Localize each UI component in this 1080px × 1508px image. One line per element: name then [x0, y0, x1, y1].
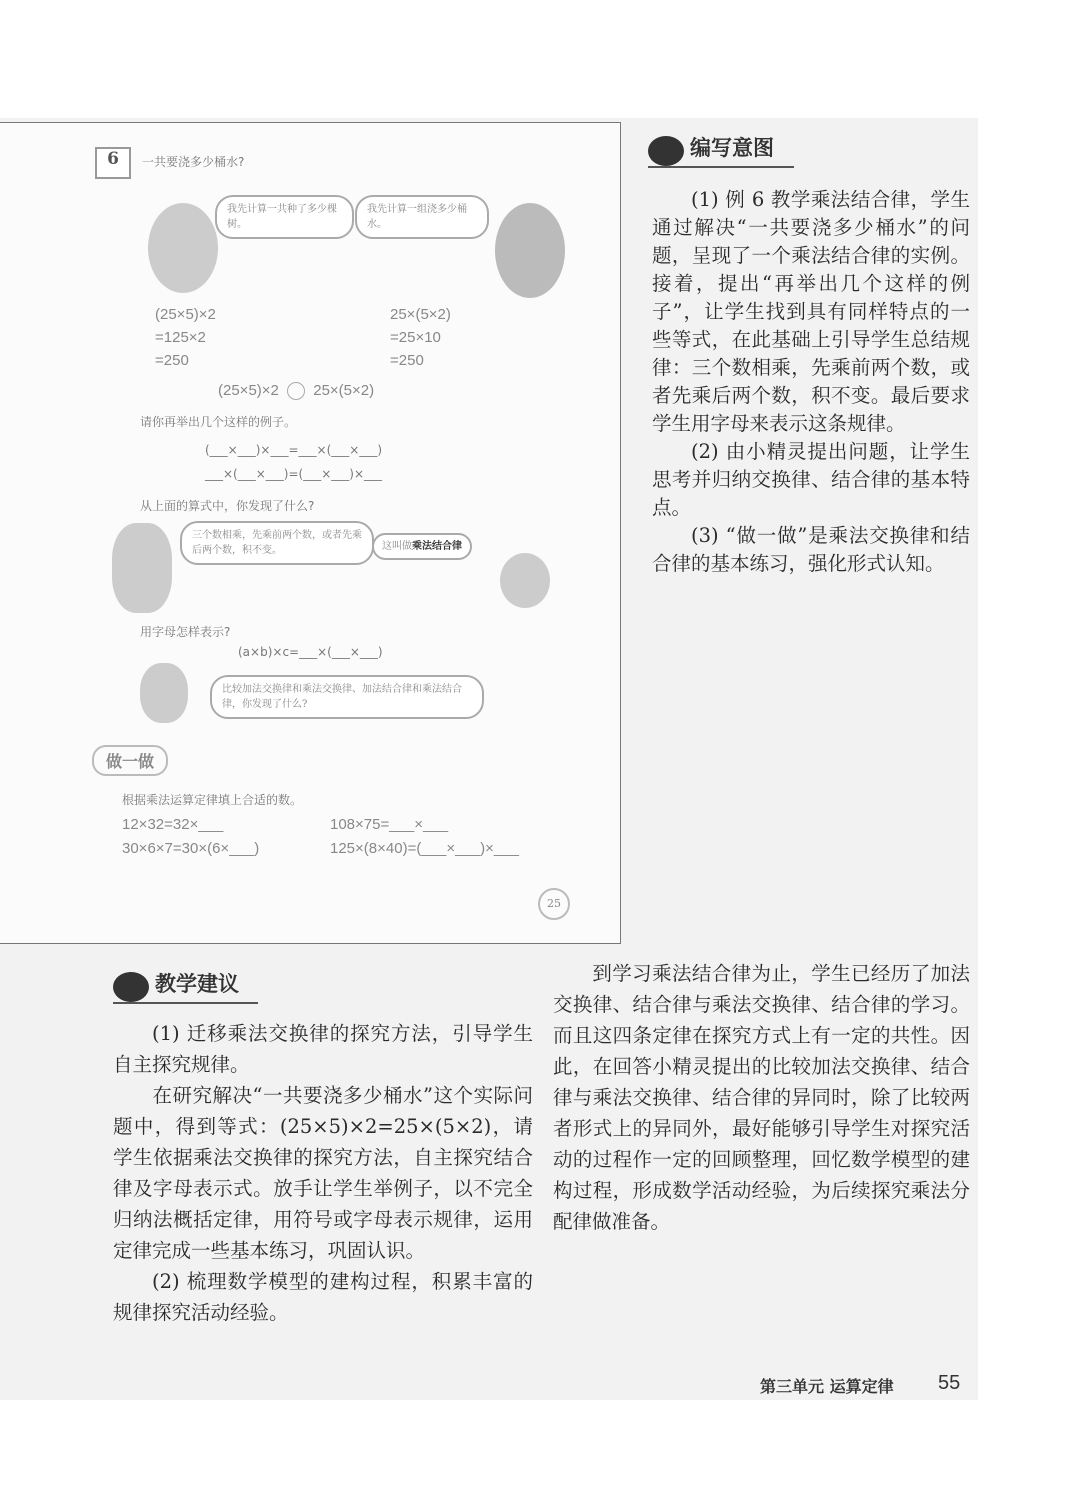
blank-equation-1: (___×___)×___=___×(___×___): [205, 443, 382, 457]
prompt-discover: 从上面的算式中，你发现了什么?: [140, 499, 315, 513]
textbook-page: [0, 122, 621, 944]
girl-illustration: [495, 203, 565, 298]
paragraph-text: 在研究解决“一共要浇多少桶水”这个实际问题中，得到等式：(25×5)×2=25×(5×2)，请学生依据乘法交换律的探究方法，自主探究结合律及字母表示式。放手让学生举例子，以不完全归纳法概括定律，用符号或字母表示规律，运用定律完成一些基本练习，巩固认识。: [113, 1084, 533, 1262]
bubble-term: 乘法结合律: [412, 541, 462, 552]
blank-equation-2: ___×(___×___)=(___×___)×___: [205, 467, 382, 481]
textbook-page-number: 25: [538, 888, 570, 920]
letter-equation: (a×b)×c=___×(___×___): [238, 645, 383, 659]
suggestion-right-column: [553, 958, 970, 1237]
prompt-letters: 用字母怎样表示?: [140, 625, 231, 639]
paragraph-text: 到学习乘法结合律为止，学生已经历了加法交换律、结合律与乘法交换律、结合律的学习。而且这四条定律在探究方式上有一定的共性。因此，在回答小精灵提出的比较加法交换律、结合律与乘法交换律、结合律的异同时，除了比较两者形式上的异同外，最好能够引导学生对探究活动的过程作一定的回顾整理，回忆数学模型的建构过程，形成数学活动经验，为后续探究乘法分配律做准备。: [553, 962, 970, 1233]
footer-page-number: 55: [938, 1372, 961, 1394]
book-icon: [648, 136, 684, 166]
boy-speech-bubble: 我先计算一共种了多少棵树。: [215, 195, 354, 239]
suggestion-header: [113, 968, 258, 1004]
calc-right: [390, 303, 451, 372]
exercise: 125×(8×40)=(___×___)×___: [330, 840, 519, 857]
intent-header: [648, 132, 794, 168]
compare-equation: [218, 379, 374, 402]
calc-line: =250: [390, 352, 424, 369]
compare-circle-blank[interactable]: [287, 382, 305, 400]
suggestion-paragraph: [113, 1266, 533, 1328]
suggestion-left-column: [113, 1018, 533, 1328]
practice-label: 做一做: [92, 745, 168, 776]
sprite2-illustration: [140, 663, 188, 723]
calc-line: =125×2: [155, 329, 206, 346]
intent-paragraph: [652, 522, 970, 578]
paragraph-text: (1) 迁移乘法交换律的探究方法，引导学生自主探究规律。: [113, 1022, 533, 1076]
paragraph-text: (3) “做一做”是乘法交换律和结合律的基本练习，强化形式认知。: [652, 524, 970, 575]
intent-paragraph: [652, 186, 970, 438]
suggestion-paragraph: [113, 1018, 533, 1080]
sprite2-speech-bubble: 比较加法交换律和乘法交换律、加法结合律和乘法结合律，你发现了什么?: [210, 675, 484, 719]
suggestion-paragraph: [553, 958, 970, 1237]
intent-paragraph: [652, 438, 970, 522]
paragraph-text: (2) 梳理数学模型的建构过程，积累丰富的规律探究活动经验。: [113, 1270, 533, 1324]
calc-line: =250: [155, 352, 189, 369]
paragraph-text: (1) 例 6 教学乘法结合律，学生通过解决“一共要浇多少桶水”的问题，呈现了一个乘法结合律的实例。接着，提出“再举出几个这样的例子”，让学生找到具有同样特点的一些等式，在此基础上引导学生总结规律：三个数相乘，先乘前两个数，或者先乘后两个数，积不变。最后要求学生用字母来表示这条规律。: [652, 188, 970, 435]
compare-right: 25×(5×2): [313, 382, 375, 399]
girl2-speech-bubble: 三个数相乘，先乘前两个数，或者先乘后两个数，积不变。: [180, 521, 374, 565]
intent-heading: 编写意图: [690, 136, 774, 160]
exercise: 30×6×7=30×(6×___): [122, 840, 260, 857]
exercise: 12×32=32×___: [122, 816, 224, 833]
girl2-illustration: [112, 523, 172, 613]
sprite-illustration: [500, 553, 550, 608]
bubble-prefix: 这叫做: [382, 541, 412, 552]
suggestion-paragraph: [113, 1080, 533, 1266]
sprite-speech-bubble: [372, 533, 472, 560]
boy-illustration: [148, 203, 218, 293]
calc-line: =25×10: [390, 329, 441, 346]
paragraph-text: (2) 由小精灵提出问题，让学生思考并归纳交换律、结合律的基本特点。: [652, 440, 970, 519]
example-question: 一共要浇多少桶水?: [142, 155, 245, 169]
suggestion-heading: 教学建议: [155, 972, 239, 996]
exercise: 108×75=___×___: [330, 816, 449, 833]
practice-prompt: 根据乘法运算定律填上合适的数。: [122, 793, 303, 807]
teacher-icon: [113, 972, 149, 1002]
calc-line: 25×(5×2): [390, 306, 451, 323]
girl-speech-bubble: 我先计算一组浇多少桶水。: [355, 195, 489, 239]
footer-unit: 第三单元 运算定律: [760, 1377, 894, 1396]
compare-left: (25×5)×2: [218, 382, 279, 399]
prompt-examples: 请你再举出几个这样的例子。: [140, 415, 297, 429]
calc-line: (25×5)×2: [155, 306, 216, 323]
calc-left: [155, 303, 216, 372]
example-number: 6: [95, 147, 131, 179]
intent-body: [652, 186, 970, 578]
